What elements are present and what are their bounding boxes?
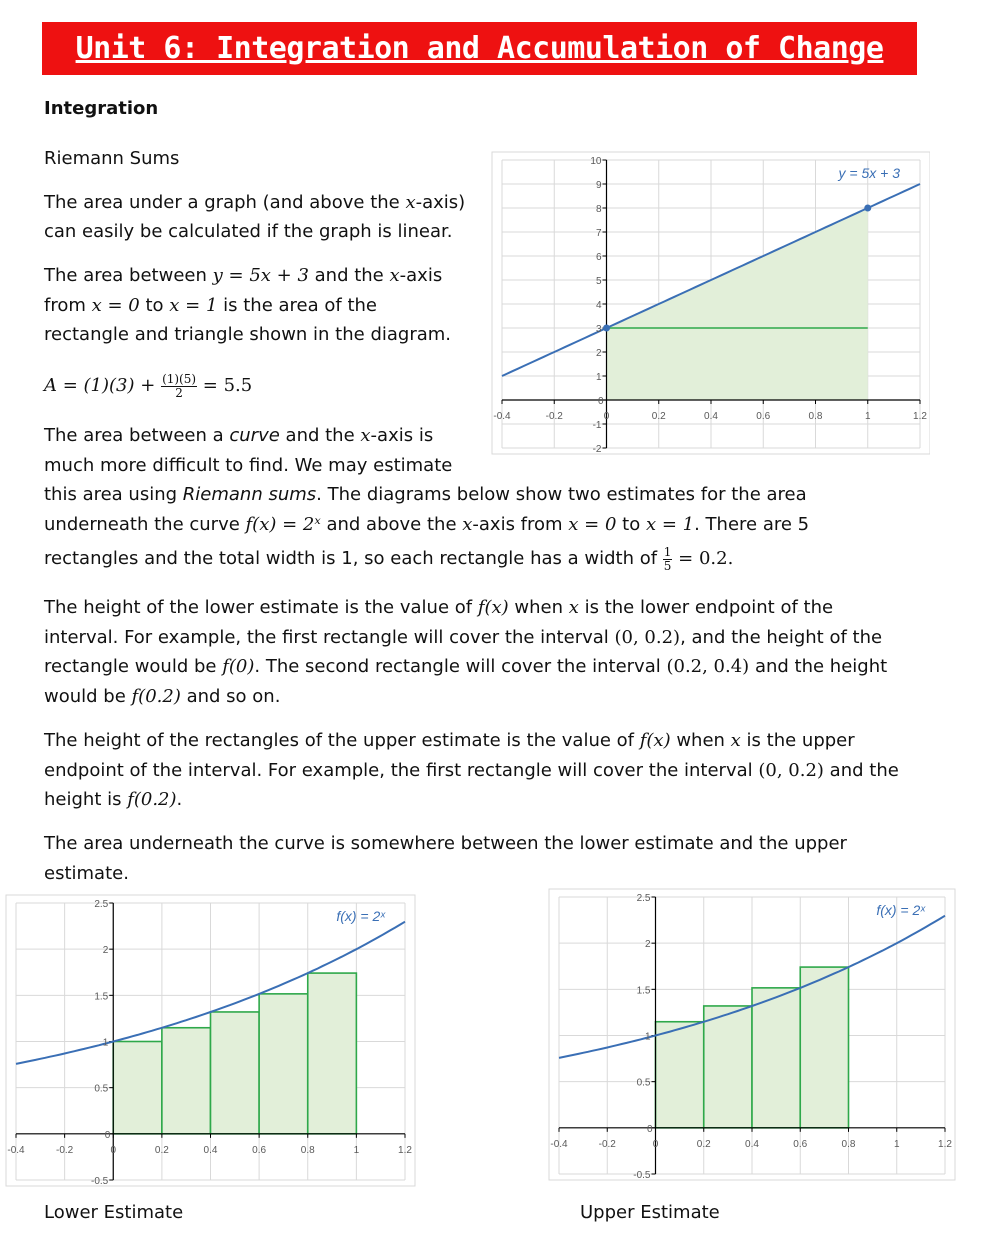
y-tick-label: 0.5 (94, 1083, 109, 1095)
section-title: Integration (44, 98, 159, 119)
curve-point (603, 325, 610, 332)
function-label: f(x) = 2ˣ (876, 902, 925, 918)
y-tick-label: 0.5 (636, 1077, 651, 1089)
x-tick-label: 0.4 (745, 1138, 759, 1150)
x-tick-label: 0 (603, 411, 610, 422)
y-tick-label: 7 (595, 228, 602, 239)
paragraph-line: The area underneath the curve is somewhere between the lower estimate and the upper (44, 833, 847, 854)
paragraph-line: The height of the lower estimate is the value of f(x) when x is the lower endpoint of the (44, 597, 834, 618)
paragraph-line: would be f(0.2) and so on. (44, 686, 281, 707)
y-tick-label: 0 (104, 1129, 111, 1141)
area-formula: A = (1)(3) + $\frac{(1)(5)}{2}$ = 5.5 (44, 371, 253, 400)
x-tick-label: -0.2 (56, 1144, 74, 1156)
x-tick-label: 0.4 (203, 1144, 218, 1156)
x-tick-label: 0.4 (704, 411, 718, 422)
x-tick-label: 0.2 (651, 411, 666, 422)
lower-estimate-caption: Lower Estimate (44, 1202, 184, 1223)
x-tick-label: 0.8 (841, 1138, 856, 1150)
riemann-rectangle (800, 967, 848, 1128)
y-tick-label: 9 (595, 180, 602, 191)
y-tick-label: 4 (595, 300, 602, 311)
y-tick-label: 3 (595, 324, 602, 335)
paragraph-line: much more difficult to find. We may estimate (44, 455, 453, 476)
x-tick-label: -0.4 (7, 1144, 25, 1156)
x-tick-label: 1 (893, 1138, 900, 1150)
y-tick-label: 2 (644, 939, 651, 951)
x-tick-label: 0.6 (793, 1138, 808, 1150)
x-tick-label: 1.2 (398, 1144, 412, 1156)
riemann-rectangle (211, 1012, 260, 1134)
x-tick-label: 0 (110, 1144, 117, 1156)
y-tick-label: 2.5 (94, 899, 109, 910)
unit-title-banner (42, 22, 917, 75)
paragraph-line: rectangle would be f(0). The second rectangle will cover the interval (0.2, 0.4) and the height (44, 656, 888, 677)
linear-area-chart (490, 150, 930, 455)
y-tick-label: 1.5 (94, 991, 109, 1003)
y-tick-label: 6 (595, 252, 602, 263)
riemann-rectangle (162, 1028, 211, 1134)
y-tick-label: 5 (595, 276, 602, 287)
paragraph-line: The height of the rectangles of the upper estimate is the value of f(x) when x is the upper (44, 730, 855, 751)
y-tick-label: 1 (644, 1031, 651, 1043)
y-tick-label: 2 (595, 348, 602, 359)
paragraph-line: endpoint of the interval. For example, the first rectangle will cover the interval (0, 0.2) and the (44, 760, 899, 781)
x-tick-label: 1 (353, 1144, 360, 1156)
x-tick-label: 0.6 (756, 411, 771, 422)
x-tick-label: 1.2 (938, 1138, 952, 1150)
paragraph-line: height is f(0.2). (44, 789, 183, 810)
x-tick-label: 1.2 (913, 411, 927, 422)
y-tick-label: -0.5 (91, 1176, 109, 1187)
paragraph-line: The area between y = 5x + 3 and the x-axis (44, 265, 443, 286)
y-tick-label: 2.5 (636, 893, 651, 904)
paragraph-line: rectangles and the total width is 1, so each rectangle has a width of $\frac{1}{5}$ = 0.2. (44, 544, 734, 573)
upper-estimate-chart (545, 887, 970, 1184)
unit-title: Unit 6: Integration and Accumulation of Change (75, 31, 884, 66)
x-tick-label: -0.2 (545, 411, 563, 422)
lower-estimate-chart (2, 893, 417, 1190)
paragraph-line: this area using Riemann sums. The diagrams below show two estimates for the area (44, 484, 807, 505)
function-label: y = 5x + 3 (838, 165, 900, 181)
paragraph-line: estimate. (44, 863, 129, 884)
x-tick-label: 0.2 (696, 1138, 711, 1150)
y-tick-label: 1 (595, 372, 602, 383)
curve-point (864, 205, 871, 212)
x-tick-label: -0.4 (550, 1138, 568, 1150)
x-tick-label: 0 (652, 1138, 659, 1150)
y-tick-label: -2 (592, 444, 602, 455)
y-tick-label: 1.5 (636, 985, 651, 997)
y-tick-label: 8 (595, 204, 602, 215)
paragraph-line: The area under a graph (and above the x-axis) (44, 192, 466, 213)
riemann-rectangle (656, 1022, 704, 1128)
y-tick-label: 0 (597, 396, 604, 407)
y-tick-label: 2 (102, 945, 109, 957)
x-tick-label: 0.6 (252, 1144, 267, 1156)
riemann-rectangle (752, 988, 800, 1128)
paragraph-line: from x = 0 to x = 1 is the area of the (44, 295, 377, 316)
paragraph-line: underneath the curve f(x) = 2ˣ and above the x-axis from x = 0 to x = 1. There are 5 (44, 514, 810, 535)
x-tick-label: 0.8 (300, 1144, 315, 1156)
paragraph-line: interval. For example, the first rectangle will cover the interval (0, 0.2), and the height of the (44, 627, 883, 648)
x-tick-label: 0.8 (808, 411, 823, 422)
x-tick-label: -0.2 (598, 1138, 616, 1150)
paragraph-line: The area between a curve and the x-axis is (44, 425, 434, 446)
y-tick-label: 1 (102, 1037, 109, 1049)
x-tick-label: -0.4 (493, 411, 511, 422)
section-subtitle: Riemann Sums (44, 148, 180, 169)
x-tick-label: 0.2 (154, 1144, 169, 1156)
y-tick-label: 10 (590, 156, 602, 167)
riemann-rectangle (113, 1042, 162, 1134)
riemann-rectangle (704, 1006, 752, 1128)
y-tick-label: 0 (646, 1123, 653, 1135)
paragraph-line: can easily be calculated if the graph is linear. (44, 221, 453, 242)
y-tick-label: -0.5 (633, 1170, 651, 1181)
riemann-rectangle (259, 994, 308, 1134)
y-tick-label: -1 (592, 420, 602, 431)
paragraph-line: rectangle and triangle shown in the diagram. (44, 324, 452, 345)
riemann-rectangle (308, 973, 357, 1134)
x-tick-label: 1 (864, 411, 871, 422)
upper-estimate-caption: Upper Estimate (580, 1202, 720, 1223)
function-label: f(x) = 2ˣ (336, 908, 385, 924)
